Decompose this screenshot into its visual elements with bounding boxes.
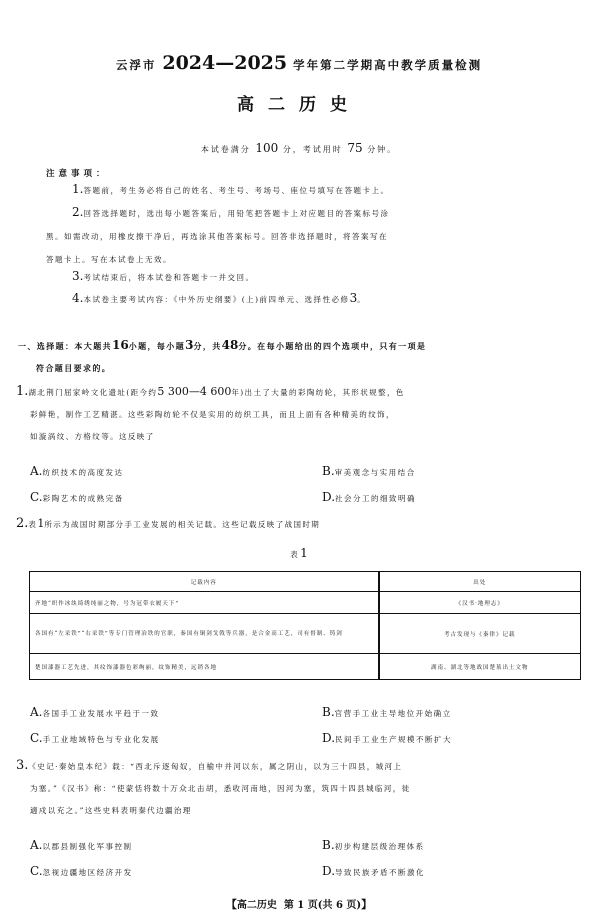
header-rest: 学年第二学期高中教学质量检测 <box>293 58 483 72</box>
note-number: 3 <box>349 291 358 305</box>
table-cell: 《汉书·地理志》 <box>379 592 581 614</box>
exam-time: 75 <box>347 141 363 155</box>
option-letter: D. <box>322 490 336 504</box>
note-number: 3. <box>72 269 84 283</box>
option-a[interactable] <box>30 464 123 478</box>
option-letter: C. <box>30 864 43 878</box>
section-number: 48 <box>221 338 239 352</box>
option-text: 官营手工业主导地位开始确立 <box>334 709 452 718</box>
notes-heading: 注意事项： <box>46 169 109 179</box>
option-b[interactable] <box>322 705 452 719</box>
exam-info-mid: 分，考试用时 <box>282 145 343 154</box>
question-text: 年)出土了大量的彩陶纺轮，其形状规整，色 <box>231 388 405 397</box>
option-text: 社会分工的细致明确 <box>335 494 417 503</box>
option-letter: C. <box>30 490 43 504</box>
question-number: 1 <box>37 517 45 530</box>
section-text: 小题，每小题 <box>128 341 186 351</box>
option-letter: D. <box>322 864 336 878</box>
option-letter: A. <box>30 464 43 478</box>
footer-page-number: 第 1 页(共 6 页) <box>283 900 362 911</box>
option-a[interactable] <box>30 705 159 719</box>
question-text: 如漩涡纹、方格纹等。这反映了 <box>30 432 155 441</box>
note-text: 答题卡上。写在本试卷上无效。 <box>46 255 172 264</box>
question-text: 湖北荆门屈家岭文化遗址(距今约 <box>28 388 158 397</box>
note-number: 2. <box>72 205 84 219</box>
option-letter: A. <box>30 705 43 719</box>
section-text: 一、选择题：本大题共 <box>18 341 112 351</box>
option-text: 以郡县制强化军事控制 <box>42 842 133 851</box>
section-number: 3 <box>185 338 194 352</box>
option-c[interactable] <box>30 490 124 504</box>
section-heading <box>18 334 584 379</box>
records-table <box>29 571 581 680</box>
option-d[interactable] <box>322 490 416 504</box>
option-text: 导致民族矛盾不断激化 <box>335 868 426 877</box>
table-row <box>30 614 581 654</box>
table-number: 1 <box>300 546 308 560</box>
question-text: 適戍以充之。”这些史料表明秦代边疆治理 <box>30 806 192 815</box>
table-header-row <box>30 572 581 592</box>
note-item <box>72 269 254 285</box>
note-item <box>72 205 389 221</box>
question-1 <box>16 381 586 448</box>
question-text: 为塞。”《汉书》称：“使蒙恬将数十万众北击胡，悉收河南地，因河为塞，筑四十四县城临河，徙 <box>30 784 411 793</box>
option-text: 民间手工业生产规模不断扩大 <box>335 735 453 744</box>
table-cell: 齐地“织作冰纨绮绣纯丽之物，号为冠带衣履天下” <box>30 592 379 614</box>
table-caption-text: 表 <box>290 550 298 559</box>
subject-title: 高二历史 <box>237 95 361 115</box>
question-number: 3. <box>16 758 29 773</box>
question-number: 2. <box>16 516 29 531</box>
note-item <box>72 291 366 307</box>
page-footer <box>0 896 598 912</box>
table-header-content: 记载内容 <box>30 572 379 592</box>
option-letter: A. <box>30 838 43 852</box>
table-cell: 湖南、湖北等地战国楚墓出土文物 <box>379 654 581 680</box>
table-cell: 考古发现与《秦律》记载 <box>379 614 581 654</box>
question-2 <box>16 513 586 536</box>
table-row <box>30 592 581 614</box>
option-letter: D. <box>322 731 336 745</box>
note-text: 黑。如需改动，用橡皮擦干净后，再选涂其他答案标号。回答非选择题时，将答案写在 <box>46 232 388 241</box>
question-text: 表 <box>28 520 38 529</box>
option-letter: C. <box>30 731 43 745</box>
footer-bracket-open: 【 <box>225 898 237 911</box>
option-d[interactable] <box>322 864 425 878</box>
question-3 <box>16 755 586 822</box>
option-text: 手工业地域特色与专业化发展 <box>42 735 160 744</box>
section-text: 符合题目要求的。 <box>36 363 112 373</box>
option-c[interactable] <box>30 864 133 878</box>
footer-subject: 高二历史 <box>236 900 277 911</box>
question-text: 《史记·秦始皇本纪》载：“西北斥逐匈奴，自榆中并河以东，属之阴山，以为三十四县，城河上 <box>28 762 403 771</box>
table-row <box>30 654 581 680</box>
note-text: 回答选择题时，选出每小题答案后，用铅笔把答题卡上对应题目的答案标号涂 <box>83 209 390 218</box>
option-text: 纺织技术的高度发达 <box>42 468 124 477</box>
option-letter: B. <box>322 464 335 478</box>
note-text: 。 <box>357 295 367 304</box>
exam-score: 100 <box>255 141 279 155</box>
table-caption <box>0 546 598 560</box>
option-c[interactable] <box>30 731 160 745</box>
exam-header <box>0 52 598 74</box>
option-letter: B. <box>322 838 335 852</box>
section-number: 16 <box>112 338 129 352</box>
header-city: 云浮市 <box>115 58 157 72</box>
question-text: 彩鲜艳，制作工艺精湛。这些彩陶纺轮不仅是实用的纺织工具，而且上面有各种精美的纹饰， <box>30 410 395 419</box>
table-cell: 楚国漆器工艺先进，其纹饰漆器色彩绚丽，纹饰精美，远销各地 <box>30 654 379 680</box>
note-item <box>72 182 389 198</box>
option-text: 忽视边疆地区经济开发 <box>42 868 133 877</box>
question-number-range: 5 300—4 600 <box>157 385 232 398</box>
option-a[interactable] <box>30 838 132 852</box>
note-text: 答题前，考生务必将自己的姓名、考生号、考场号、座位号填写在答题卡上。 <box>83 186 390 195</box>
option-text: 初步构建层级治理体系 <box>334 842 425 851</box>
note-number: 4. <box>72 291 84 305</box>
exam-info-pre: 本试卷满分 <box>200 145 251 154</box>
option-d[interactable] <box>322 731 452 745</box>
note-number: 1. <box>72 182 84 196</box>
section-text: 分。在每小题给出的四个选项中，只有一项是 <box>238 341 427 351</box>
header-year: 2024—2025 <box>162 52 288 74</box>
question-number: 1. <box>16 384 29 399</box>
option-text: 各国手工业发展水平趋于一致 <box>42 709 160 718</box>
option-letter: B. <box>322 705 335 719</box>
question-text: 所示为战国时期部分手工业发展的相关记载。这些记载反映了战国时期 <box>44 520 321 529</box>
note-text: 考试结束后，将本试卷和答题卡一并交回。 <box>83 273 255 282</box>
option-text: 彩陶艺术的成熟完备 <box>42 494 124 503</box>
exam-info-post: 分钟。 <box>367 145 398 154</box>
footer-bracket-close: 】 <box>361 898 373 911</box>
option-text: 审美观念与实用结合 <box>334 468 416 477</box>
note-text: 本试卷主要考试内容：《中外历史纲要》(上)前四单元、选择性必修 <box>83 295 350 304</box>
table-header-source: 出处 <box>379 572 581 592</box>
exam-info <box>0 141 598 155</box>
section-text: 分，共 <box>193 341 222 351</box>
option-b[interactable] <box>322 838 425 852</box>
option-b[interactable] <box>322 464 416 478</box>
table-cell: 各国有“左采铁”“右采铁”等专门管理冶铁的官职，秦国有铜剑戈戟等兵器，是合金高工艺，司有督制、铸剑 <box>30 614 379 654</box>
